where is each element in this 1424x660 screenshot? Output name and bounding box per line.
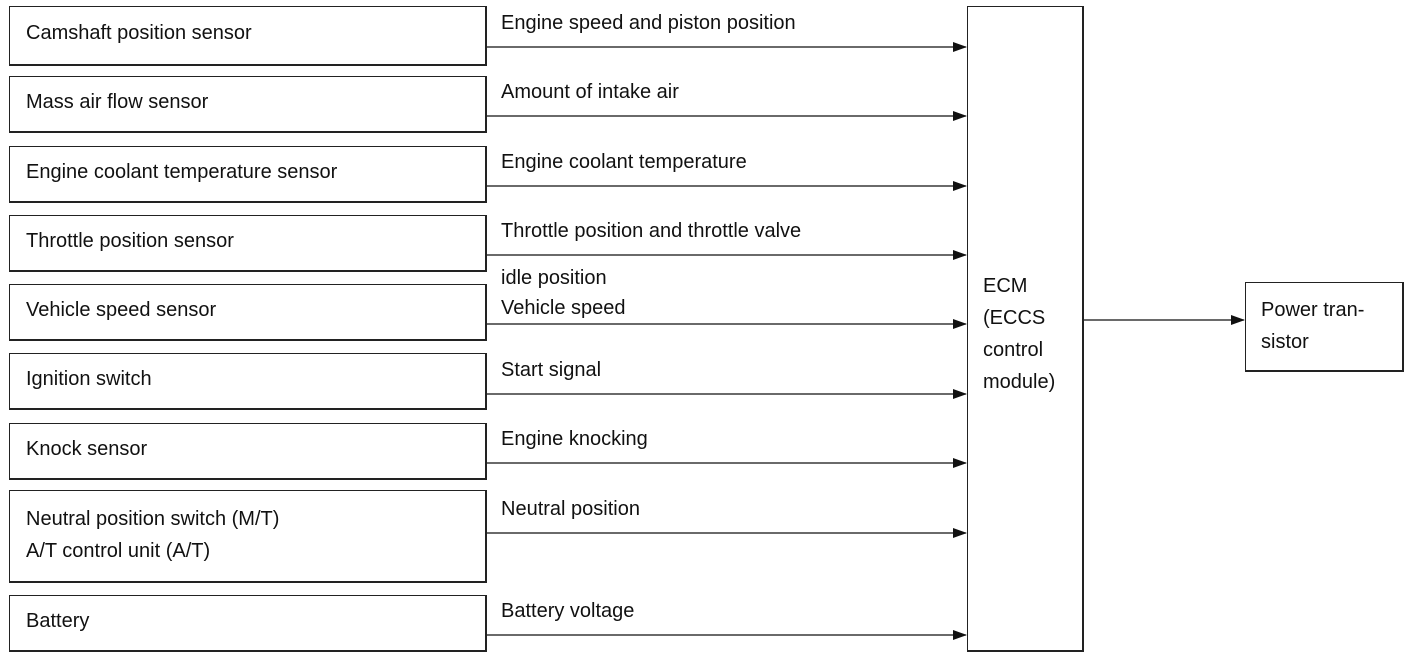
signal-idle-position: idle position <box>501 267 607 289</box>
vehicle-speed-sensor-label: Vehicle speed sensor <box>26 299 217 321</box>
signal-battery-voltage: Battery voltage <box>501 600 635 622</box>
signal-neutral-position: Neutral position <box>501 498 640 520</box>
power-transistor-label-line2: sistor <box>1261 331 1309 353</box>
ignition-switch-label: Ignition switch <box>26 368 152 390</box>
battery-label: Battery <box>26 610 90 632</box>
signal-throttle-position: Throttle position and throttle valve <box>501 220 802 242</box>
power-transistor-label-line1: Power tran- <box>1261 299 1365 321</box>
signal-vehicle-speed: Vehicle speed <box>501 297 626 319</box>
ecm-label-line2: (ECCS <box>983 307 1046 329</box>
neutral-position-switch-label: Neutral position switch (M/T) <box>26 508 280 530</box>
ecm-label-line3: control <box>983 339 1044 361</box>
signal-engine-coolant-temperature: Engine coolant temperature <box>501 151 747 173</box>
ecm-label-line1: ECM <box>983 275 1028 297</box>
ecm-label-line4: module) <box>983 371 1056 393</box>
neutral-position-switch-box <box>9 490 487 583</box>
signal-amount-intake-air: Amount of intake air <box>501 81 679 103</box>
ecm-label <box>983 270 1055 398</box>
at-control-unit-label: A/T control unit (A/T) <box>26 540 211 562</box>
camshaft-position-sensor-label: Camshaft position sensor <box>26 22 252 44</box>
signal-engine-knocking: Engine knocking <box>501 428 648 450</box>
power-transistor-label <box>1261 294 1364 358</box>
mass-air-flow-sensor-label: Mass air flow sensor <box>26 91 209 113</box>
signal-engine-speed-piston-position: Engine speed and piston position <box>501 12 796 34</box>
knock-sensor-label: Knock sensor <box>26 438 148 460</box>
engine-coolant-temperature-sensor-label: Engine coolant temperature sensor <box>26 161 338 183</box>
signal-start-signal: Start signal <box>501 359 602 381</box>
throttle-position-sensor-label: Throttle position sensor <box>26 230 234 252</box>
